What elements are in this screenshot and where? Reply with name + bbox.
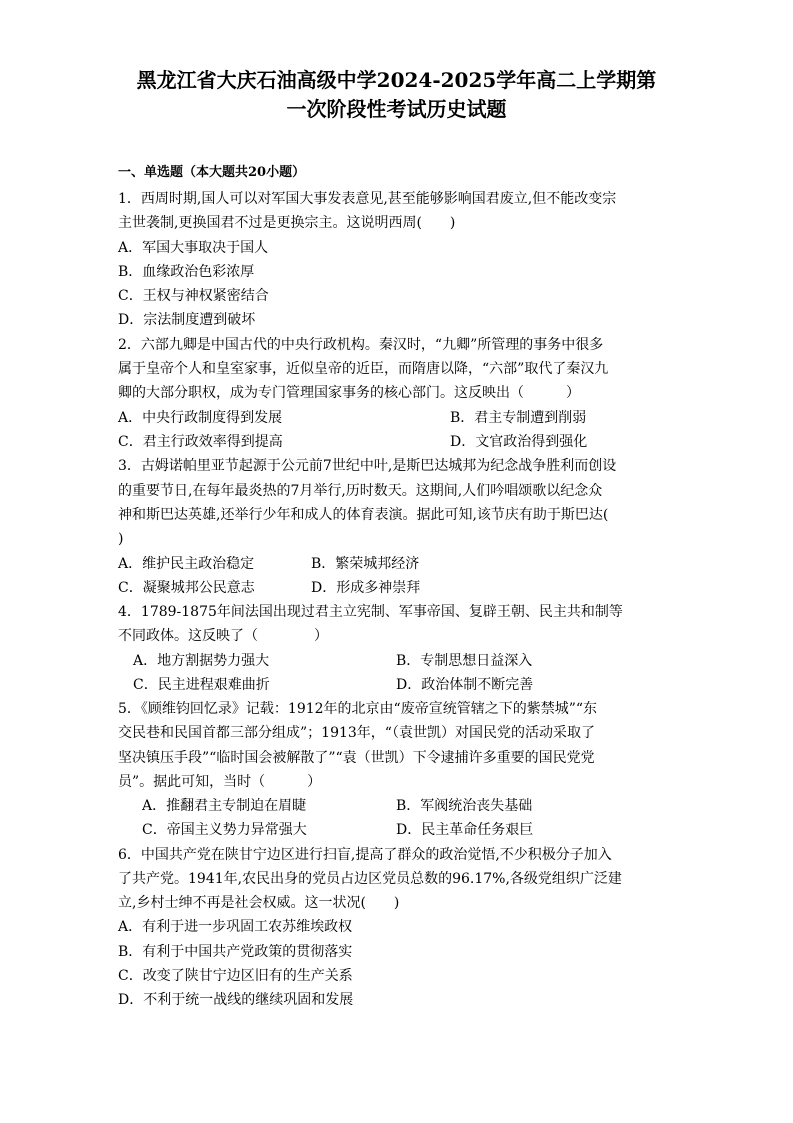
q3-stem-line-4: ) <box>118 531 124 547</box>
q2-stem-line-2: 属于皇帝个人和皇室家事，近似皇帝的近臣，而隋唐以降，“六部”取代了秦汉九 <box>118 361 609 377</box>
q6-stem-line-3: 立,乡村士绅不再是社会权威。这一状况( ) <box>118 895 400 911</box>
title-line-2: 一次阶段性考试历史试题 <box>286 97 507 121</box>
q3-option-d: D．形成多神崇拜 <box>311 580 421 596</box>
q2-stem-line-3: 卿的大部分职权，成为专门管理国家事务的核心部门。这反映出（ ） <box>118 385 580 401</box>
document-title <box>100 66 693 124</box>
q1-option-a: A．军国大事取决于国人 <box>118 240 269 256</box>
q3-stem-line-2: 的重要节日,在每年最炎热的7月举行,历时数天。这期间,人们吟唱颂歌以纪念众 <box>118 483 603 499</box>
q5-stem-line-2: 交民巷和民国首都三部分组成”；1913年，“（袁世凯）对国民党的活动采取了 <box>118 725 595 741</box>
title-line-1: 黑龙江省大庆石油高级中学2024-2025学年高二上学期第 <box>136 68 657 92</box>
section-heading: 一、单选题（本大题共20小题） <box>118 165 306 180</box>
q2-option-a: A．中央行政制度得到发展 <box>118 410 283 426</box>
q5-stem-line-3: 坚决镇压手段”“临时国会被解散了”“袁（世凯）下令逮捕许多重要的国民党党 <box>118 750 595 766</box>
q2-option-b: B．君主专制遭到削弱 <box>450 410 587 426</box>
q4-option-c: C．民主进程艰难曲折 <box>133 677 270 693</box>
q5-option-b: B．军阀统治丧失基础 <box>396 798 533 814</box>
q4-option-d: D．政治体制不断完善 <box>396 677 534 693</box>
q2-stem-line-1: 2．六部九卿是中国古代的中央行政机构。秦汉时，“九卿”所管理的事务中很多 <box>118 337 604 353</box>
q1-stem-line-2: 主世袭制,更换国君不过是更换宗主。这说明西周( ) <box>118 215 456 231</box>
q3-option-c: C．凝聚城邦公民意志 <box>118 580 255 596</box>
q1-option-d: D．宗法制度遭到破坏 <box>118 312 256 328</box>
q6-stem-line-2: 了共产党。1941年,农民出身的党员占边区党员总数的96.17%,各级党组织广泛建 <box>118 871 622 887</box>
q4-option-a: A．地方割据势力强大 <box>133 653 270 669</box>
q6-option-b: B．有利于中国共产党政策的贯彻落实 <box>118 944 353 960</box>
q1-stem-line-1: 1．西周时期,国人可以对军国大事发表意见,甚至能够影响国君废立,但不能改变宗 <box>118 191 617 207</box>
q1-option-b: B．血缘政治色彩浓厚 <box>118 264 255 280</box>
q4-option-b: B．专制思想日益深入 <box>396 653 533 669</box>
q4-stem-line-1: 4．1789-1875年间法国出现过君主立宪制、军事帝国、复辟王朝、民主共和制等 <box>118 604 623 620</box>
q5-stem-line-4: 员”。据此可知，当时（ ） <box>118 774 322 790</box>
q6-option-d: D．不利于统一战线的继续巩固和发展 <box>118 992 354 1008</box>
q6-stem-line-1: 6．中国共产党在陕甘宁边区进行扫盲,提高了群众的政治觉悟,不少积极分子加入 <box>118 847 612 863</box>
q3-stem-line-3: 神和斯巴达英雄,还举行少年和成人的体育表演。据此可知,该节庆有助于斯巴达( <box>118 507 609 523</box>
q2-option-d: D．文官政治得到强化 <box>450 434 588 450</box>
q2-option-c: C．君主行政效率得到提高 <box>118 434 283 450</box>
q6-option-c: C．改变了陕甘宁边区旧有的生产关系 <box>118 968 353 984</box>
q5-stem-line-1: 5．《顾维钧回忆录》记载：1912年的北京由“废帝宣统管辖之下的紫禁城”“东 <box>118 701 598 717</box>
q3-option-a: A．维护民主政治稳定 <box>118 556 255 572</box>
q3-stem-line-1: 3．古姆诺帕里亚节起源于公元前7世纪中叶,是斯巴达城邦为纪念战争胜利而创设 <box>118 458 617 474</box>
q6-option-a: A．有利于进一步巩固工农苏维埃政权 <box>118 919 353 935</box>
q5-option-a: A．推翻君主专制迫在眉睫 <box>142 798 307 814</box>
q1-option-c: C．王权与神权紧密结合 <box>118 288 269 304</box>
q5-option-c: C．帝国主义势力异常强大 <box>142 822 307 838</box>
q4-stem-line-2: 不同政体。这反映了（ ） <box>118 628 328 644</box>
q5-option-d: D．民主革命任务艰巨 <box>396 822 534 838</box>
q3-option-b: B．繁荣城邦经济 <box>311 556 420 572</box>
